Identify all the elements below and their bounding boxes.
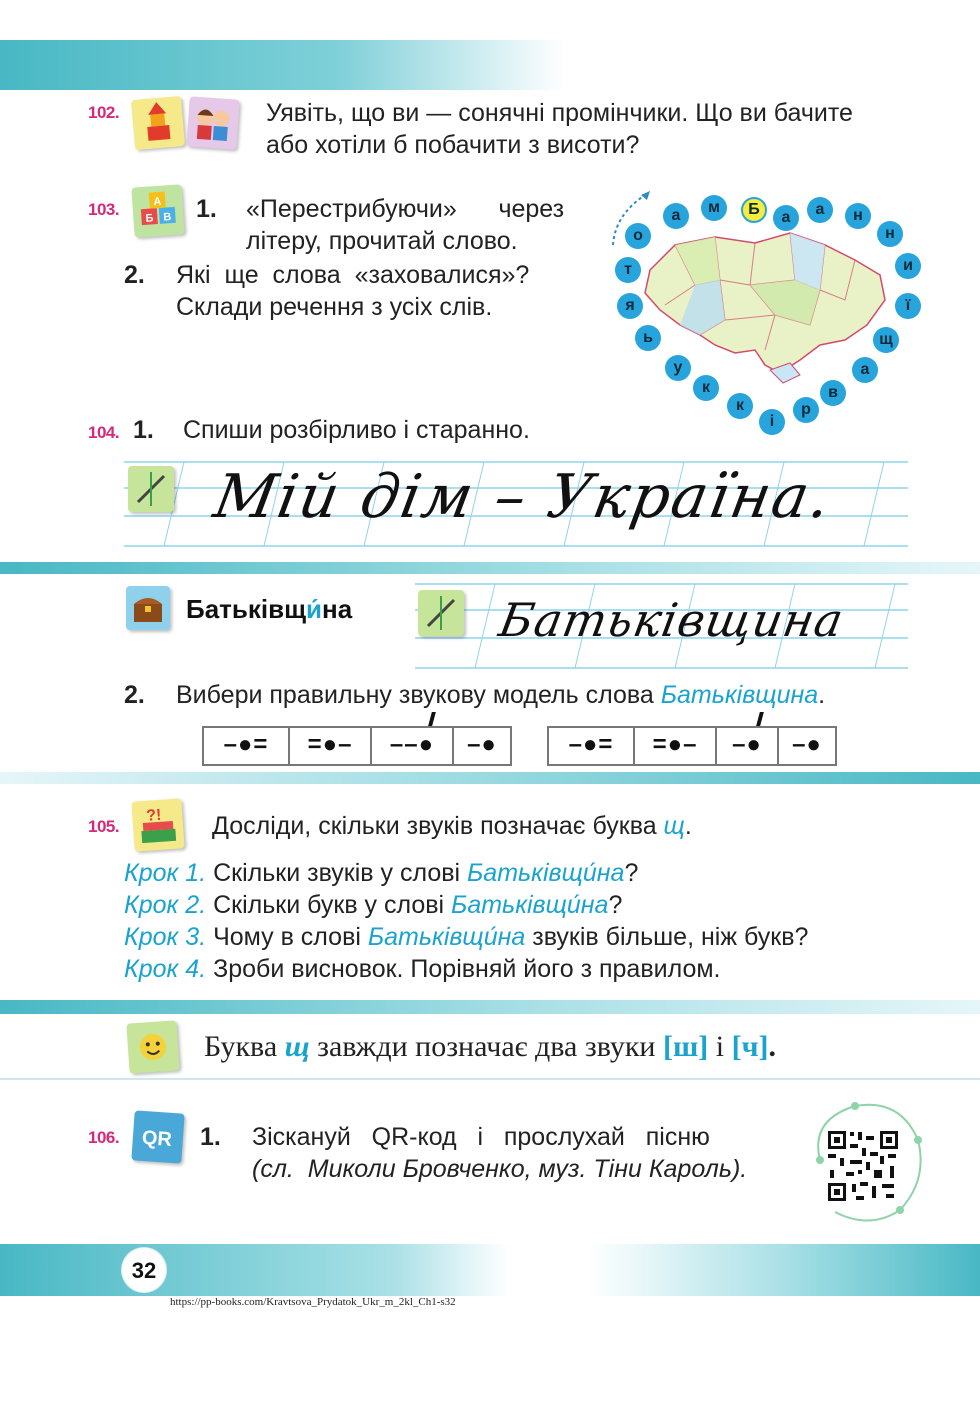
map-letter: а [663, 203, 689, 229]
smiley-icon [126, 1020, 179, 1073]
pen-icon [418, 590, 464, 636]
svg-text:А: А [152, 195, 162, 209]
books-question-icon [131, 798, 184, 851]
map-letter: н [877, 221, 903, 247]
svg-text:В: В [163, 211, 172, 224]
step-number: 1. [196, 195, 217, 223]
map-letter: к [693, 375, 719, 401]
children-icon [186, 96, 239, 149]
exercise-text: Досліди, скільки звуків позначає буква щ. [212, 812, 692, 840]
research-step: Крок 1. Скільки звуків у слові Батьківщи́на? [124, 859, 639, 887]
qr-code[interactable] [800, 1100, 930, 1228]
blocks-icon [131, 96, 185, 150]
map-letter: н [845, 203, 871, 229]
research-step: Крок 2. Скільки букв у слові Батьківщи́на? [124, 891, 623, 919]
map-letter: ь [635, 325, 661, 351]
map-letter: і [759, 409, 785, 435]
svg-text:Б: Б [145, 212, 154, 225]
research-step: Крок 4. Зроби висновок. Порівняй його з правилом. [124, 955, 721, 983]
map-letter: а [807, 197, 833, 223]
stress-mark [428, 712, 436, 726]
exercise-number: 102. [88, 103, 120, 122]
svg-text:?!: ?! [145, 806, 163, 825]
exercise-number: 103. [88, 200, 120, 219]
map-letter: в [820, 380, 846, 406]
map-letter: а [852, 357, 878, 383]
section-divider [0, 772, 980, 784]
map-letter: о [625, 223, 651, 249]
exercise-number: 104. [88, 423, 120, 442]
exercise-text: Склади речення з усіх слів. [176, 293, 493, 321]
exercise-number: 105. [88, 817, 120, 836]
exercise-text: або хотіли б побачити з висоти? [266, 131, 640, 159]
map-letter: м [701, 195, 727, 221]
map-letter: р [793, 397, 819, 423]
map-letter: и [895, 253, 921, 279]
map-letter: у [665, 355, 691, 381]
step-number: 2. [124, 681, 145, 709]
abc-blocks-icon [131, 184, 184, 237]
section-divider [0, 562, 980, 574]
exercise-text: Які ще слова «заховалися»? [176, 261, 530, 289]
exercise-text: Вибери правильну звукову модель слова Батьківщина. [176, 681, 826, 709]
handwriting-sample: Мій дім – Україна. [208, 462, 838, 532]
map-letter: а [773, 205, 799, 231]
map-letter: я [617, 293, 643, 319]
stress-mark [756, 712, 764, 726]
rule-text: Буква щ завжди позначає два звуки [ш] і [ч]. [204, 1030, 777, 1063]
vocabulary-word: Батьківщи́на [186, 594, 353, 624]
section-divider [0, 1078, 980, 1080]
pen-icon [128, 466, 174, 512]
exercise-number: 106. [88, 1128, 120, 1147]
top-band [0, 40, 565, 90]
svg-text:QR: QR [141, 1126, 173, 1151]
exercise-text: Уявіть, що ви — сонячні промінчики. Що ви бачите [266, 99, 853, 127]
exercise-text: літеру, прочитай слово. [246, 227, 518, 255]
map-letter: щ [873, 327, 899, 353]
exercise-text: «Перестрибуючи» через [246, 195, 565, 223]
research-step: Крок 3. Чому в слові Батьківщи́на звуків більше, ніж букв? [124, 923, 809, 951]
map-letter: Б [741, 197, 767, 223]
sound-model-option-2[interactable]: –●= =●– –● –● [547, 726, 837, 766]
source-url[interactable]: https://pp-books.com/Kravtsova_Prydatok_Ukr_m_2kl_Ch1-s32 [170, 1296, 456, 1308]
ukraine-map [605, 185, 935, 435]
treasure-chest-icon [126, 586, 170, 630]
section-divider [0, 1000, 980, 1014]
page-number: 32 [131, 1258, 157, 1283]
exercise-text: Спиши розбірливо і старанно. [183, 416, 530, 444]
exercise-text: Зіскануй QR-код і прослухай пісню [252, 1123, 710, 1151]
map-letter: т [615, 257, 641, 283]
step-number: 2. [124, 261, 145, 289]
map-letter: ї [895, 293, 921, 319]
vocabulary-box [124, 580, 414, 642]
qr-icon [131, 1110, 184, 1163]
map-letter: к [727, 393, 753, 419]
sound-model-option-1[interactable]: –●= =●– ––● –● [202, 726, 512, 766]
step-number: 1. [133, 416, 154, 444]
exercise-text: (сл. Миколи Бровченко, муз. Тіни Кароль). [252, 1155, 748, 1183]
step-number: 1. [200, 1123, 221, 1151]
handwriting-sample: Батьківщина [495, 593, 849, 647]
